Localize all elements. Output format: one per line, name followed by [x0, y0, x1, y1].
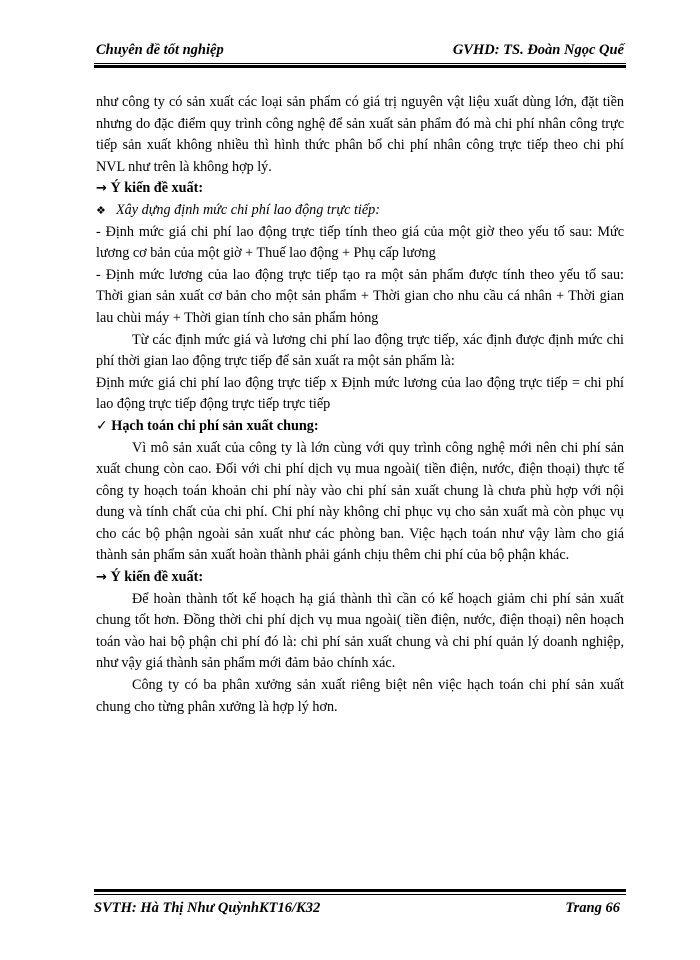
- paragraph-2: - Định mức giá chi phí lao động trực tiếp tính theo giá của một giờ theo yếu tố sau: Mức lương cơ bản của một giờ + Thuế lao động + Phụ cấp lương: [96, 223, 624, 262]
- heading-text: Ý kiến đề xuất:: [110, 180, 204, 197]
- section-heading-proposal-2: [96, 567, 624, 589]
- subheading-text: Xây dựng định mức chi phí lao động trực tiếp:: [116, 201, 380, 218]
- footer-author: SVTH: Hà Thị Như QuỳnhKT16/K32: [94, 900, 321, 916]
- footer-rule-thick: [94, 889, 626, 892]
- header-advisor: GVHD: TS. Đoàn Ngọc Quế: [452, 42, 624, 58]
- document-body: [96, 92, 624, 718]
- heading-text: Ý kiến đề xuất:: [110, 569, 204, 586]
- paragraph-4: Từ các định mức giá và lương chi phí lao động trực tiếp, xác định được định mức chi phí thời gian lao động trực tiếp để sản xuất ra một sản phẩm là:: [96, 331, 624, 370]
- page-number: Trang 66: [565, 900, 620, 916]
- diamond-bullet-icon: ❖: [96, 203, 106, 217]
- paragraph-1: như công ty có sản xuất các loại sản phẩm có giá trị nguyên vật liệu xuất dùng lớn, đặt tiền nhưng do đặc điểm quy trình công nghệ để sản xuất sản phẩm đó mà chi phí nhân công trực tiếp sản xuất không nhiều thì hình thức phân bổ chi phí nhân công trực tiếp theo chi phí NVL như trên là không hợp lý.: [96, 94, 624, 175]
- right-arrow-icon: →: [96, 181, 107, 197]
- paragraph-7: Để hoàn thành tốt kế hoạch hạ giá thành thì cần có kế hoạch giảm chi phí sản xuất chung tốt hơn. Đồng thời chi phí dịch vụ mua ngoài( tiền điện, nước, điện thoại) nên hoạch toán vào hai bộ phận chi phí đó là: chi phí sản xuất chung và chi phí quản lý doanh nghiệp, như vậy giá thành sản phẩm mới đảm bảo chính xác.: [96, 590, 624, 672]
- header-title: Chuyên đề tốt nghiệp: [96, 42, 224, 58]
- heading-text: Hạch toán chi phí sản xuất chung:: [111, 417, 319, 434]
- page-header: [94, 42, 626, 62]
- section-heading-proposal-1: [96, 178, 624, 200]
- header-rule-thick: [94, 65, 626, 68]
- checkmark-icon: ✓: [96, 417, 108, 434]
- subheading-labor-norm: [96, 200, 624, 222]
- paragraph-3: - Định mức lương của lao động trực tiếp tạo ra một sản phẩm được tính theo yếu tố sau: Thời gian sản xuất cơ bản cho một sản phẩm + Thời gian cho nhu cầu cá nhân + Thời gian lau chùi máy + Thời gian tính cho sản phẩm hỏng: [96, 266, 624, 326]
- footer-rule-thin: [94, 894, 626, 895]
- paragraph-6: Vì mô sản xuất của công ty là lớn cùng với quy trình công nghệ mới nên chi phí sản xuất chung còn cao. Đối với chi phí dịch vụ mua ngoài( tiền điện, nước, điện thoại) thực tế công ty hoạch toán khoản chi phí này vào chi phí sản xuất chung là chưa phù hợp với nội dung và tính chất của chi phí. Chi phí này không chỉ phục vụ cho sản xuất mà còn phục vụ cho các bộ phận ngoài sản xuất như các phòng ban. Việc hạch toán như vậy làm cho giá thành sản phẩm sản xuất hoàn thành phải gánh chịu thêm chi phí của bộ phận khác.: [96, 439, 624, 564]
- right-arrow-icon: →: [96, 570, 107, 586]
- paragraph-5: Định mức giá chi phí lao động trực tiếp x Định mức lương của lao động trực tiếp = chi phí lao động trực tiếp động trực tiếp trực tiếp: [96, 374, 624, 413]
- paragraph-8: Công ty có ba phân xưởng sản xuất riêng biệt nên việc hạch toán chi phí sản xuất chung cho từng phân xưởng là hợp lý hơn.: [96, 677, 624, 715]
- page-footer: [94, 900, 626, 920]
- section-heading-overhead: [96, 416, 624, 438]
- header-rule-thin: [94, 63, 626, 64]
